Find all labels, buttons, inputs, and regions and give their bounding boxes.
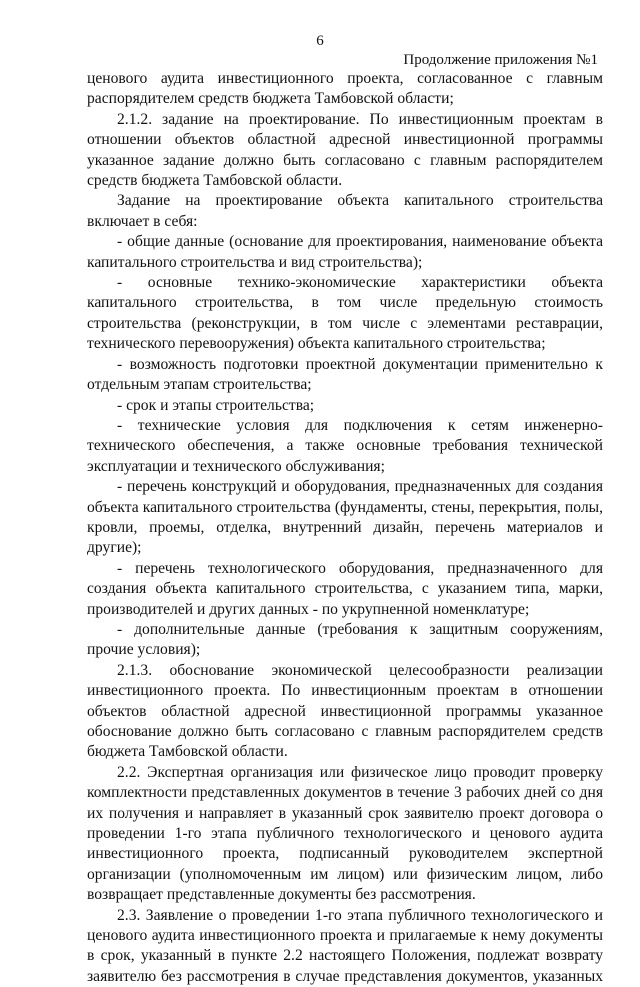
list-item-equipment-list: - перечень технологического оборудования, предназначенного для создания объекта капитального строительства, с указанием типа, марки, производителей и других данных - по укрупненной номенклатуре;	[87, 559, 603, 618]
list-item-terms-stages: - срок и этапы строительства;	[117, 396, 315, 414]
list-item-constructions-list: - перечень конструкций и оборудования, предназначенных для создания объекта капитального строительства (фундаменты, стены, перекрытия, полы, кровли, проемы, отделка, внутренний дизайн, перечень материалов и другие);	[87, 478, 603, 557]
page-number: 6	[316, 33, 324, 49]
appendix-continuation-note: Продолжение приложения №1	[403, 52, 598, 68]
list-item-stages-documentation: - возможность подготовки проектной документации применительно к отдельным этапам строительства;	[87, 355, 603, 394]
paragraph-2-3: 2.3. Заявление о проведении 1-го этапа публичного технологического и ценового аудита инвестиционного проекта и прилагаемые к нему документы в срок, указанный в пункте 2.2 настоящего Положения, подлежат возврату заявителю без рассмотрения в случае представления документов, указанных	[87, 906, 603, 985]
list-item-additional-data: - дополнительные данные (требования к защитным сооружениям, прочие условия);	[87, 620, 603, 659]
paragraph-2-2: 2.2. Экспертная организация или физическое лицо проводит проверку комплектности представленных документов в течение 3 рабочих дней со дня их получения и направляет в указанный срок заявителю проект договора о проведении 1-го этапа публичного технологического и ценового аудита инвестиционного проекта, подписанный руководителем экспертной организации (уполномоченным им лицом) или физическим лицом, либо возвращает представленные документы без рассмотрения.	[87, 763, 603, 904]
list-item-general-data: - общие данные (основание для проектирования, наименование объекта капитального строительства и вид строительства);	[87, 233, 603, 271]
document-body	[87, 69, 603, 987]
paragraph-2-1-2: 2.1.2. задание на проектирование. По инвестиционным проектам в отношении объектов областной адресной инвестиционной программы указанное задание должно быть согласовано с главным распорядителем средств бюджета Тамбовской области.	[87, 110, 603, 190]
list-item-technical-conditions: - технические условия для подключения к сетям инженерно-технического обеспечения, а также основные требования технической эксплуатации и технического обслуживания;	[87, 416, 603, 475]
paragraph-2-1-3: 2.1.3. обоснование экономической целесообразности реализации инвестиционного проекта. По инвестиционным проектам в отношении объектов областной адресной инвестиционной программы указанное обоснование должно быть согласовано с главным распорядителем средств бюджета Тамбовской области.	[87, 661, 603, 761]
paragraph-continuation: ценового аудита инвестиционного проекта, согласованное с главным распорядителем средств бюджета Тамбовской области;	[87, 70, 603, 108]
paragraph-design-task-intro: Задание на проектирование объекта капитального строительства включает в себя:	[87, 192, 603, 230]
list-item-technical-economic: - основные технико-экономические характеристики объекта капитального строительства, в том числе предельную стоимость строительства (реконструкции, в том числе с элементами реставрации, технического перевооружения) объекта капитального строительства;	[87, 274, 603, 353]
